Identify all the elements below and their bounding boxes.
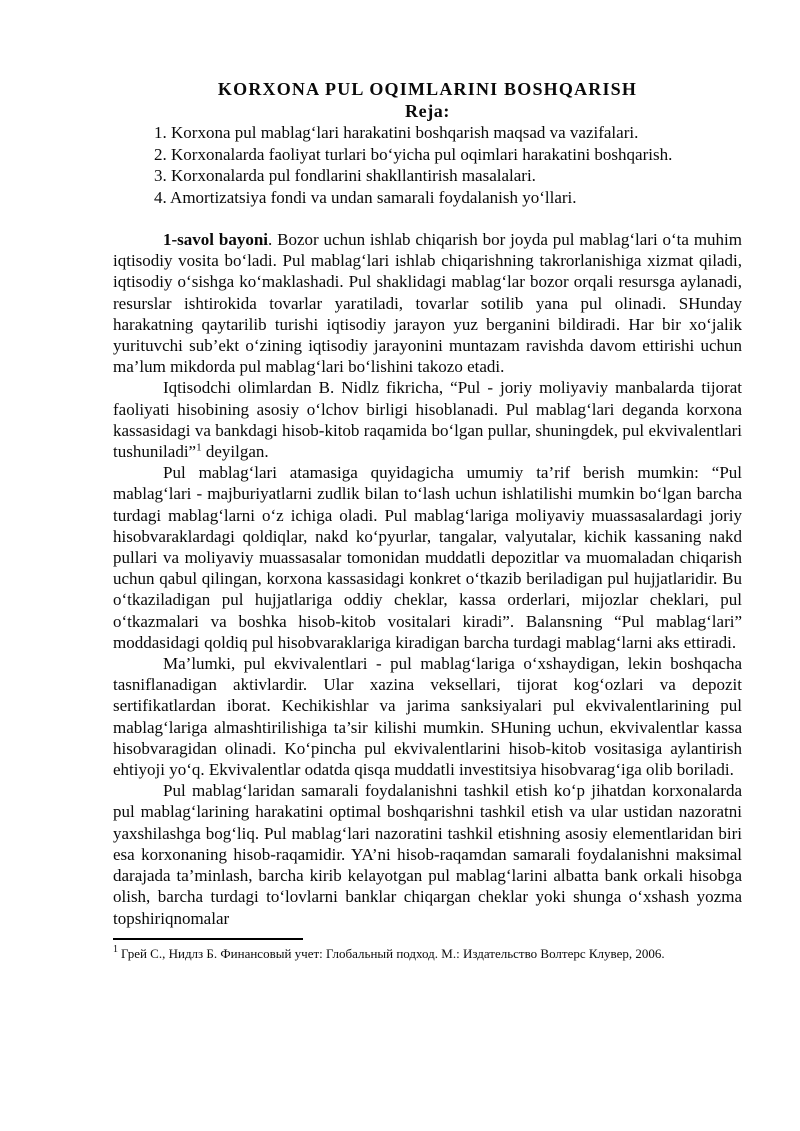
paragraph-equivalents: Ma’lumki, pul ekvivalentlari - pul mablag‘lariga o‘xshaydigan, lekin boshqacha tasniflanadigan aktivlardir. Ular xazina veksellari, tijorat kog‘ozlari va depozit sertifikatlardan iborat. Kechikishlar va jarima sanksiyalari pul ekvivalentlarining pul mablag‘lariga almashtirilishiga ta’sir kilishi mumkin. SHuning uchun, ekvivalentlar kassa hisobvaragidan olinadi. Ko‘pincha pul ekvivalentlarini hisob-kitob vositasiga aylantirish ehtiyoji yo‘q. Ekvivalentlar odatda qisqa muddatli investitsiya hisobvarag‘iga olib boriladi. bbox=[113, 654, 742, 780]
footnote-marker: 1 bbox=[113, 944, 118, 956]
plan-item-4: 4. Amortizatsiya fondi va undan samarali foydalanish yo‘llari. bbox=[154, 187, 577, 207]
blank-line bbox=[113, 208, 742, 229]
paragraph-2-text: Iqtisodchi olimlardan B. Nidlz fikricha, “Pul - joriy moliyaviy manbalarda tijorat faoliyati hisobining asosiy o‘lchov birligi hisoblanadi. Pul mablag‘lari deganda korxona kassasidagi va bankdagi hisob-kitob raqamida bo‘lgan pullar, shuningdek, pul ekvivalentlari tushuniladi” bbox=[113, 378, 742, 462]
paragraph-1-text: . Bozor uchun ishlab chiqarish bor joyda pul mablag‘lari o‘ta muhim iqtisodiy vosita bo‘ladi. Pul mablag‘lari ishlab chiqarishning takrorlanishiga xizmat qiladi, iqtisodiy o‘sishga ko‘maklashadi. Pul shaklidagi mablag‘lar bozor orqali resursga aylanadi, resurslar ishtirokida tovarlar yaratiladi, tovarlar sotilib yana pul olinadi. SHunday harakatning qaytarilib turishi iqtisodiy jarayon yuz berganini bildiradi. Har bir xo‘jalik yurituvchi sub’ekt o‘zining iqtisodiy jarayonini muntazam ravishda davom ettirishi uchun ma’lum mikdorda pul mablag‘lari bo‘lishini takozo etadi. bbox=[113, 230, 742, 377]
paragraph-quote-nidlz bbox=[113, 377, 742, 462]
footnote bbox=[113, 945, 742, 962]
footnote-text: Грей С., Нидлз Б. Финансовый учет: Глобальный подход. М.: Издательство Волтерс Клувер, 2006. bbox=[121, 945, 665, 961]
document-title: KORXONA PUL OQIMLARINI BOSHQARISH bbox=[217, 79, 638, 99]
paragraph-question-1 bbox=[113, 229, 742, 377]
footnote-reference: 1 bbox=[196, 441, 202, 454]
plan-list bbox=[154, 122, 742, 208]
paragraph-lead-bold: 1-savol bayoni bbox=[163, 230, 268, 249]
paragraph-2-text-after-ref: deyilgan. bbox=[201, 442, 269, 462]
paragraph-usage: Pul mablag‘laridan samarali foydalanishni tashkil etish ko‘p jihatdan korxonalarda pul mablag‘larining harakatini optimal boshqarishni tashkil etish va ular ustidan nazoratni yaxshilashga bog‘liq. Pul mablag‘lari nazoratini tashkil etishning asosiy elementlaridan biri esa korxonaning hisob-raqamidir. YA’ni hisob-raqamdan samarali foydalanishni maksimal darajada ta’minlash, barcha kirib kelayotgan pul mablag‘larini albatta bank orkali hisobga olish, barcha turdagi to‘lovlarni banklar chiqargan cheklar yoki shunga o‘xshash yozma topshiriqnomalar bbox=[113, 781, 742, 928]
plan-heading: Reja: bbox=[405, 101, 450, 121]
plan-item-1: 1. Korxona pul mablag‘lari harakatini boshqarish maqsad va vazifalari. bbox=[154, 123, 639, 142]
paragraph-definition: Pul mablag‘lari atamasiga quyidagicha umumiy ta’rif berish mumkin: “Pul mablag‘lari - majburiyatlarni zudlik bilan to‘lash uchun ishlatilishi mumkin bo‘lgan barcha turdagi mablag‘larni o‘z ichiga oladi. Pul mablag‘lariga moliyaviy muassasalardagi joriy hisobvaraklardagi qoldiqlar, nakd ko‘pyurlar, tangalar, valyutalar, kichik kassaning nakd pullari va moliyaviy muassasalar tomonidan muddatli depozitlar va muomaladan chiqarish uchun qabul qilingan, korxona kassasidagi konkret o‘tkazib beriladigan pul hujjatlaridir. Bu o‘tkaziladigan pul hujjatlariga oddiy cheklar, kassa orderlari, mijozlar cheklari, pul o‘tkazmalari va boshka hisob-kitob vositalari kiradi”. Balansning “Pul mablag‘lari” moddasidagi qoldiq pul hisobvaraklariga kiradigan barcha turdagi mablag‘larni aks ettiradi. bbox=[113, 463, 742, 652]
footnote-separator bbox=[113, 938, 303, 940]
plan-item-2: 2. Korxonalarda faoliyat turlari bo‘yicha pul oqimlari harakatini boshqarish. bbox=[154, 144, 673, 164]
plan-item-3: 3. Korxonalarda pul fondlarini shakllantirish masalalari. bbox=[154, 166, 536, 185]
